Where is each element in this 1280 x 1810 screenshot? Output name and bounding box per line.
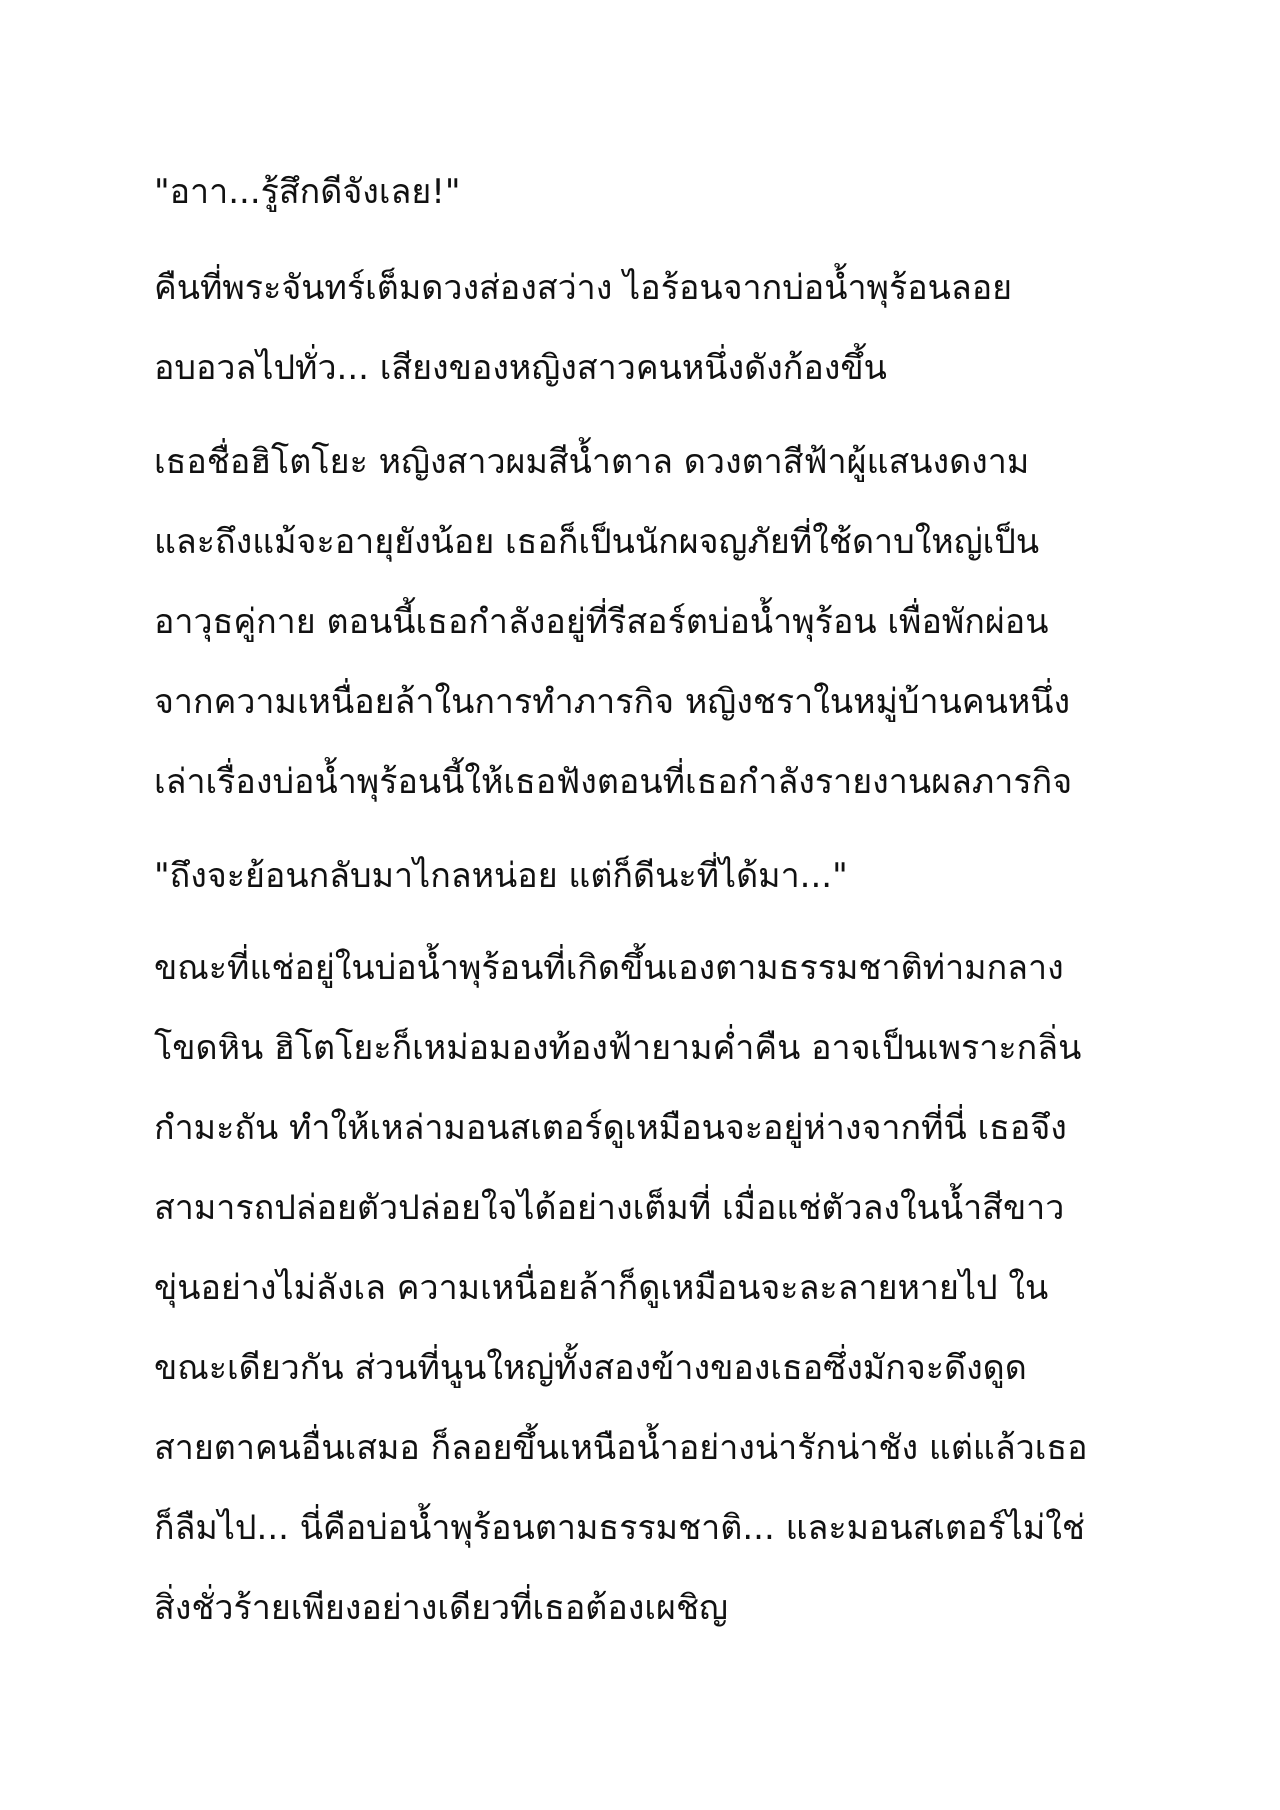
dialogue-paragraph-2 [154, 836, 1164, 916]
text-line: เธอชื่อฮิโตโยะ หญิงสาวผมสีน้ำตาล ดวงตาสีฟ้าผู้แสนงดงาม [154, 442, 1030, 482]
text-line: ขณะที่แช่อยู่ในบ่อน้ำพุร้อนที่เกิดขึ้นเองตามธรรมชาติท่ามกลาง [154, 948, 1064, 988]
text-line: สามารถปล่อยตัวปล่อยใจได้อย่างเต็มที่ เมื่อแช่ตัวลงในน้ำสีขาว [154, 1188, 1065, 1228]
text-line: "ถึงจะย้อนกลับมาไกลหน่อย แต่ก็ดีนะที่ได้มา..." [154, 856, 848, 896]
text-line: "อาา...รู้สึกดีจังเลย!" [154, 172, 461, 212]
text-line: ก็ลืมไป... นี่คือบ่อน้ำพุร้อนตามธรรมชาติ... และมอนสเตอร์ไม่ใช่ [154, 1508, 1085, 1548]
dialogue-paragraph-1 [154, 152, 1164, 232]
narration-paragraph-2 [154, 422, 1164, 822]
text-line: ขุ่นอย่างไม่ลังเล ความเหนื่อยล้าก็ดูเหมือนจะละลายหายไป ใน [154, 1268, 1049, 1308]
text-line: จากความเหนื่อยล้าในการทำภารกิจ หญิงชราในหมู่บ้านคนหนึ่ง [154, 682, 1071, 722]
text-line: ขณะเดียวกัน ส่วนที่นูนใหญ่ทั้งสองข้างของเธอซึ่งมักจะดึงดูด [154, 1348, 1027, 1388]
text-line: อบอวลไปทั่ว... เสียงของหญิงสาวคนหนึ่งดังก้องขึ้น [154, 348, 887, 388]
text-line: เล่าเรื่องบ่อน้ำพุร้อนนี้ให้เธอฟังตอนที่เธอกำลังรายงานผลภารกิจ [154, 762, 1073, 802]
text-line: คืนที่พระจันทร์เต็มดวงส่องสว่าง ไอร้อนจากบ่อน้ำพุร้อนลอย [154, 268, 1013, 308]
text-line: กำมะถัน ทำให้เหล่ามอนสเตอร์ดูเหมือนจะอยู่ห่างจากที่นี่ เธอจึง [154, 1108, 1067, 1148]
narration-paragraph-3 [154, 928, 1164, 1648]
text-line: และถึงแม้จะอายุยังน้อย เธอก็เป็นนักผจญภัยที่ใช้ดาบใหญ่เป็น [154, 522, 1040, 562]
text-line: สิ่งชั่วร้ายเพียงอย่างเดียวที่เธอต้องเผชิญ [154, 1588, 728, 1628]
text-line: อาวุธคู่กาย ตอนนี้เธอกำลังอยู่ที่รีสอร์ตบ่อน้ำพุร้อน เพื่อพักผ่อน [154, 602, 1049, 642]
text-line: โขดหิน ฮิโตโยะก็เหม่อมองท้องฟ้ายามค่ำคืน อาจเป็นเพราะกลิ่น [154, 1028, 1082, 1068]
text-line: สายตาคนอื่นเสมอ ก็ลอยขึ้นเหนือน้ำอย่างน่ารักน่าชัง แต่แล้วเธอ [154, 1428, 1088, 1468]
narration-paragraph-1 [154, 248, 1164, 408]
